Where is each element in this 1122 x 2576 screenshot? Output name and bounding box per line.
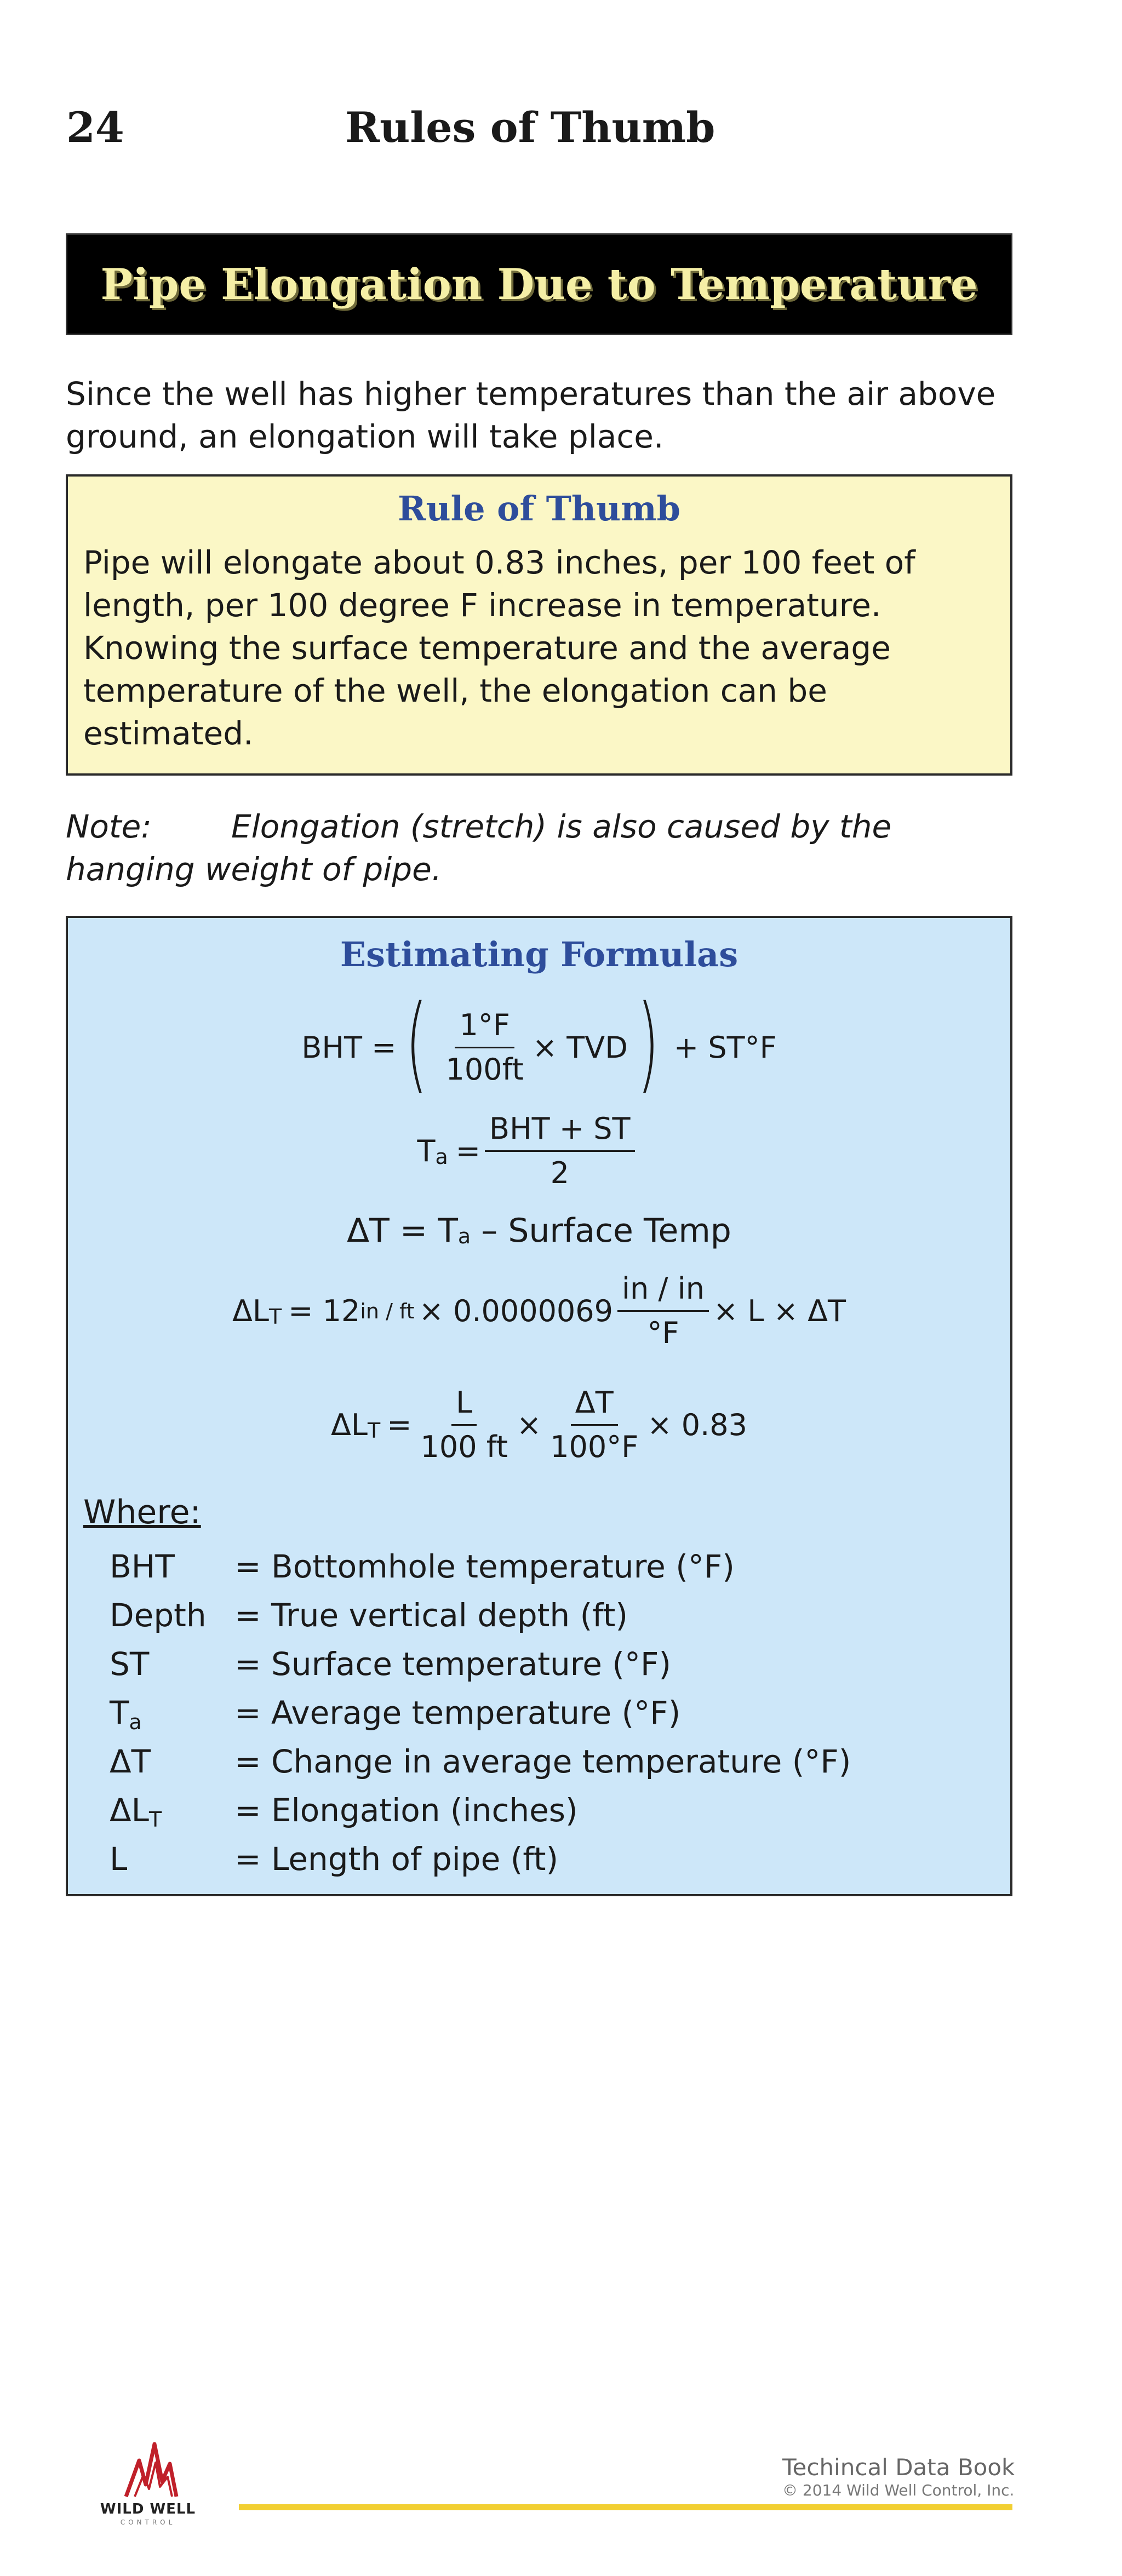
note [66, 805, 1030, 891]
formula-elong-lhs-sub: T [269, 1304, 282, 1329]
rule-of-thumb-box [66, 474, 1012, 776]
formula-bht-numerator: 1°F [455, 1006, 514, 1048]
definition-row [110, 1548, 735, 1597]
formula-simple-rhs: × 0.83 [647, 1408, 747, 1442]
formula-delta-t-text2: – Surface Temp [471, 1212, 731, 1250]
formula-simple-fraction-1 [416, 1384, 512, 1466]
formula-ta [57, 1110, 999, 1192]
section-title: Pipe Elongation Due to Temperature [100, 259, 978, 309]
definition-row [110, 1743, 851, 1792]
formula-simple-lhs: ΔL [330, 1408, 368, 1442]
formula-elong-rhs: × L × ΔT [713, 1294, 846, 1328]
open-paren: ( [405, 983, 428, 1104]
formula-ta-denominator: 2 [550, 1156, 569, 1190]
definition-symbol-base: ΔL [110, 1792, 149, 1829]
formula-elong-mid: × 0.0000069 [419, 1294, 614, 1328]
formula-bht-lhs: BHT = [301, 1030, 397, 1065]
formula-elong-lhs: ΔL [232, 1294, 270, 1328]
definition-symbol-sub: T [149, 1808, 162, 1832]
definition-symbol: BHT [110, 1548, 175, 1585]
definition-row [110, 1840, 558, 1890]
definition-row [110, 1792, 578, 1841]
where-label: Where: [83, 1493, 201, 1531]
rule-of-thumb-heading: Rule of Thumb [397, 489, 681, 529]
definition-symbol [110, 1792, 234, 1841]
definition-symbol-base: T [110, 1694, 129, 1731]
logo-subtext: CONTROL [120, 2518, 176, 2526]
formula-elong-denominator: °F [647, 1316, 679, 1350]
section-banner [66, 233, 1012, 335]
footer-copyright: © 2014 Wild Well Control, Inc. [782, 2481, 1015, 2499]
definition-text: = Length of pipe (ft) [234, 1840, 559, 1878]
formula-ta-lhs: T [417, 1134, 436, 1168]
definition-row [110, 1597, 628, 1646]
note-text: Elongation (stretch) is also caused by the hanging weight of pipe. [66, 808, 892, 888]
estimating-formulas-box [66, 916, 1012, 1896]
formula-ta-numerator: BHT + ST [485, 1110, 634, 1152]
formula-delta-t [68, 1212, 1010, 1250]
formulas-heading: Estimating Formulas [340, 934, 739, 974]
formula-elong-eq: = 12 [288, 1294, 360, 1328]
definition-symbol [110, 1694, 234, 1743]
formula-simple-denominator-1: 100 ft [420, 1430, 508, 1464]
formula-ta-lhs-sub: a [435, 1144, 448, 1169]
formula-ta-fraction [485, 1110, 634, 1192]
definition-symbol: Depth [110, 1597, 207, 1634]
formula-simple-numerator-2: ΔT [571, 1384, 618, 1426]
formula-simple-times: × [516, 1408, 542, 1442]
logo-text: WILD WELL [100, 2501, 196, 2517]
formula-simple-numerator-1: L [451, 1384, 477, 1426]
footer-accent-line [239, 2504, 1012, 2510]
definition-text: = Surface temperature (°F) [234, 1645, 672, 1683]
formula-simple-denominator-2: 100°F [550, 1430, 639, 1464]
definition-text: = Elongation (inches) [234, 1792, 578, 1829]
rule-of-thumb-text: Pipe will elongate about 0.83 inches, per 100 feet of length, per 100 degree F increase in temperature. Knowing the surface temperature and the average temperature of the well, the elongation can be estimated. [83, 544, 915, 752]
formula-elongation-simple [68, 1384, 1010, 1466]
definition-text: = Change in average temperature (°F) [234, 1743, 851, 1780]
formula-elong-unit: in / ft [360, 1299, 415, 1323]
formula-bht-mid: × TVD [532, 1030, 628, 1065]
definition-row [110, 1645, 671, 1695]
definition-symbol: ΔT [110, 1743, 151, 1780]
definition-text: = Bottomhole temperature (°F) [234, 1548, 735, 1585]
formula-bht [68, 983, 1010, 1104]
definition-symbol: L [110, 1840, 128, 1878]
note-label: Note: [66, 808, 152, 845]
definition-text: = Average temperature (°F) [234, 1694, 681, 1731]
formula-simple-eq: = [387, 1408, 412, 1442]
formula-delta-t-sub: a [457, 1224, 471, 1248]
formula-ta-eq: = [455, 1134, 481, 1168]
formula-bht-rhs: + ST°F [673, 1030, 777, 1065]
close-paren: ) [637, 983, 660, 1104]
definition-text: = True vertical depth (ft) [234, 1597, 628, 1634]
formula-bht-fraction [442, 1006, 528, 1089]
formula-simple-fraction-2 [546, 1384, 643, 1466]
definition-row [110, 1694, 680, 1743]
formula-bht-denominator: 100ft [445, 1052, 524, 1087]
formula-simple-lhs-sub: T [368, 1418, 381, 1443]
formula-elong-fraction [617, 1270, 709, 1352]
formula-elongation-full [68, 1270, 1010, 1352]
definition-symbol: ST [110, 1645, 150, 1683]
definition-symbol-sub: a [129, 1710, 142, 1734]
formula-elong-numerator: in / in [617, 1270, 709, 1312]
formula-delta-t-text1: ΔT = T [347, 1212, 458, 1250]
footer-book-title: Techincal Data Book [782, 2454, 1015, 2481]
running-title: Rules of Thumb [345, 103, 715, 152]
page-number: 24 [66, 103, 124, 152]
intro-paragraph: Since the well has higher temperatures than the air above ground, an elongation will take place. [66, 375, 996, 455]
